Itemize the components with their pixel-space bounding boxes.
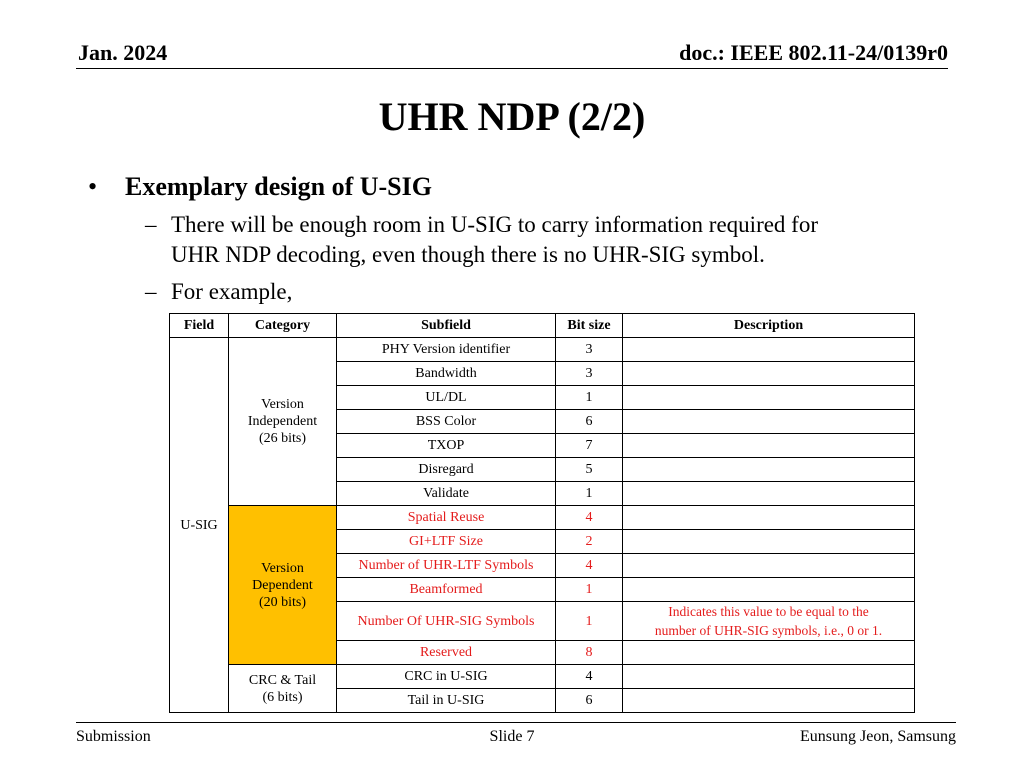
subfield-cell: PHY Version identifier bbox=[337, 338, 556, 362]
subfield-cell: Reserved bbox=[337, 641, 556, 665]
subfield-cell: TXOP bbox=[337, 434, 556, 458]
category-line: CRC & Tail bbox=[248, 672, 317, 688]
category-line: Independent bbox=[247, 414, 318, 429]
category-line: (20 bits) bbox=[258, 594, 307, 610]
bitsize-cell: 1 bbox=[556, 578, 623, 602]
slide-title: UHR NDP (2/2) bbox=[378, 94, 646, 139]
subfield-cell: CRC in U-SIG bbox=[337, 665, 556, 689]
bitsize-cell: 4 bbox=[556, 665, 623, 689]
field-cell: U-SIG bbox=[170, 338, 229, 713]
usig-table bbox=[169, 313, 915, 713]
bitsize-cell: 3 bbox=[556, 362, 623, 386]
table-header-row bbox=[170, 314, 915, 338]
category-line: Version bbox=[261, 560, 304, 576]
header-rule bbox=[76, 68, 948, 69]
bitsize-cell: 1 bbox=[556, 482, 623, 506]
bitsize-cell: 4 bbox=[556, 554, 623, 578]
description-cell bbox=[623, 386, 915, 410]
category-line: (26 bits) bbox=[258, 431, 307, 446]
subfield-cell: Bandwidth bbox=[337, 362, 556, 386]
sub-bullet-text-cont: UHR NDP decoding, even though there is no UHR-SIG symbol. bbox=[171, 242, 765, 267]
category-line: (6 bits) bbox=[262, 689, 303, 705]
description-cell bbox=[623, 410, 915, 434]
bitsize-cell: 4 bbox=[556, 506, 623, 530]
table-header: Bit size bbox=[556, 314, 623, 338]
category-cell bbox=[229, 665, 337, 713]
subfield-cell: Spatial Reuse bbox=[337, 506, 556, 530]
subfield-cell: GI+LTF Size bbox=[337, 530, 556, 554]
table-header: Category bbox=[229, 314, 337, 338]
description-cell bbox=[623, 362, 915, 386]
description-cell bbox=[623, 665, 915, 689]
description-cell bbox=[623, 458, 915, 482]
bitsize-cell: 8 bbox=[556, 641, 623, 665]
sub-bullet-text: For example, bbox=[171, 279, 293, 304]
footer-rule bbox=[76, 722, 956, 723]
table-row bbox=[170, 665, 915, 689]
description-cell bbox=[623, 602, 915, 641]
subfield-cell: Number of UHR-LTF Symbols bbox=[337, 554, 556, 578]
subfield-cell: Tail in U-SIG bbox=[337, 689, 556, 713]
footer-slide-number: Slide 7 bbox=[489, 728, 535, 745]
category-cell-highlighted bbox=[229, 506, 337, 665]
footer-submission: Submission bbox=[76, 728, 151, 745]
category-cell bbox=[229, 338, 337, 506]
bitsize-cell: 1 bbox=[556, 386, 623, 410]
bitsize-cell: 7 bbox=[556, 434, 623, 458]
subfield-cell: BSS Color bbox=[337, 410, 556, 434]
description-cell bbox=[623, 578, 915, 602]
description-cell bbox=[623, 554, 915, 578]
table-row bbox=[170, 506, 915, 530]
bullet-heading: Exemplary design of U-SIG bbox=[125, 172, 432, 201]
description-line: Indicates this value to be equal to the bbox=[668, 604, 869, 619]
footer-author: Eunsung Jeon, Samsung bbox=[800, 728, 956, 745]
sub-bullet-dash: – bbox=[145, 279, 157, 304]
sub-bullet-text: There will be enough room in U-SIG to carry information required for bbox=[171, 212, 818, 237]
description-line: number of UHR-SIG symbols, i.e., 0 or 1. bbox=[654, 623, 883, 638]
table-header: Description bbox=[623, 314, 915, 338]
description-cell bbox=[623, 434, 915, 458]
description-cell bbox=[623, 530, 915, 554]
header-date: Jan. 2024 bbox=[78, 40, 168, 65]
bitsize-cell: 6 bbox=[556, 689, 623, 713]
sub-bullet-dash: – bbox=[145, 212, 157, 237]
subfield-cell: Number Of UHR-SIG Symbols bbox=[337, 602, 556, 641]
description-cell bbox=[623, 338, 915, 362]
subfield-cell: Disregard bbox=[337, 458, 556, 482]
category-line: Version bbox=[261, 397, 304, 412]
bitsize-cell: 5 bbox=[556, 458, 623, 482]
bullet-symbol: • bbox=[88, 172, 98, 201]
bitsize-cell: 6 bbox=[556, 410, 623, 434]
subfield-cell: Validate bbox=[337, 482, 556, 506]
category-line: Dependent bbox=[252, 577, 313, 593]
subfield-cell: UL/DL bbox=[337, 386, 556, 410]
description-cell bbox=[623, 689, 915, 713]
bitsize-cell: 3 bbox=[556, 338, 623, 362]
header-doc-id: doc.: IEEE 802.11-24/0139r0 bbox=[679, 40, 948, 65]
description-cell bbox=[623, 506, 915, 530]
bitsize-cell: 1 bbox=[556, 602, 623, 641]
table-header: Subfield bbox=[337, 314, 556, 338]
description-cell bbox=[623, 641, 915, 665]
subfield-cell: Beamformed bbox=[337, 578, 556, 602]
bitsize-cell: 2 bbox=[556, 530, 623, 554]
description-cell bbox=[623, 482, 915, 506]
table-row bbox=[170, 338, 915, 362]
table-header: Field bbox=[170, 314, 229, 338]
